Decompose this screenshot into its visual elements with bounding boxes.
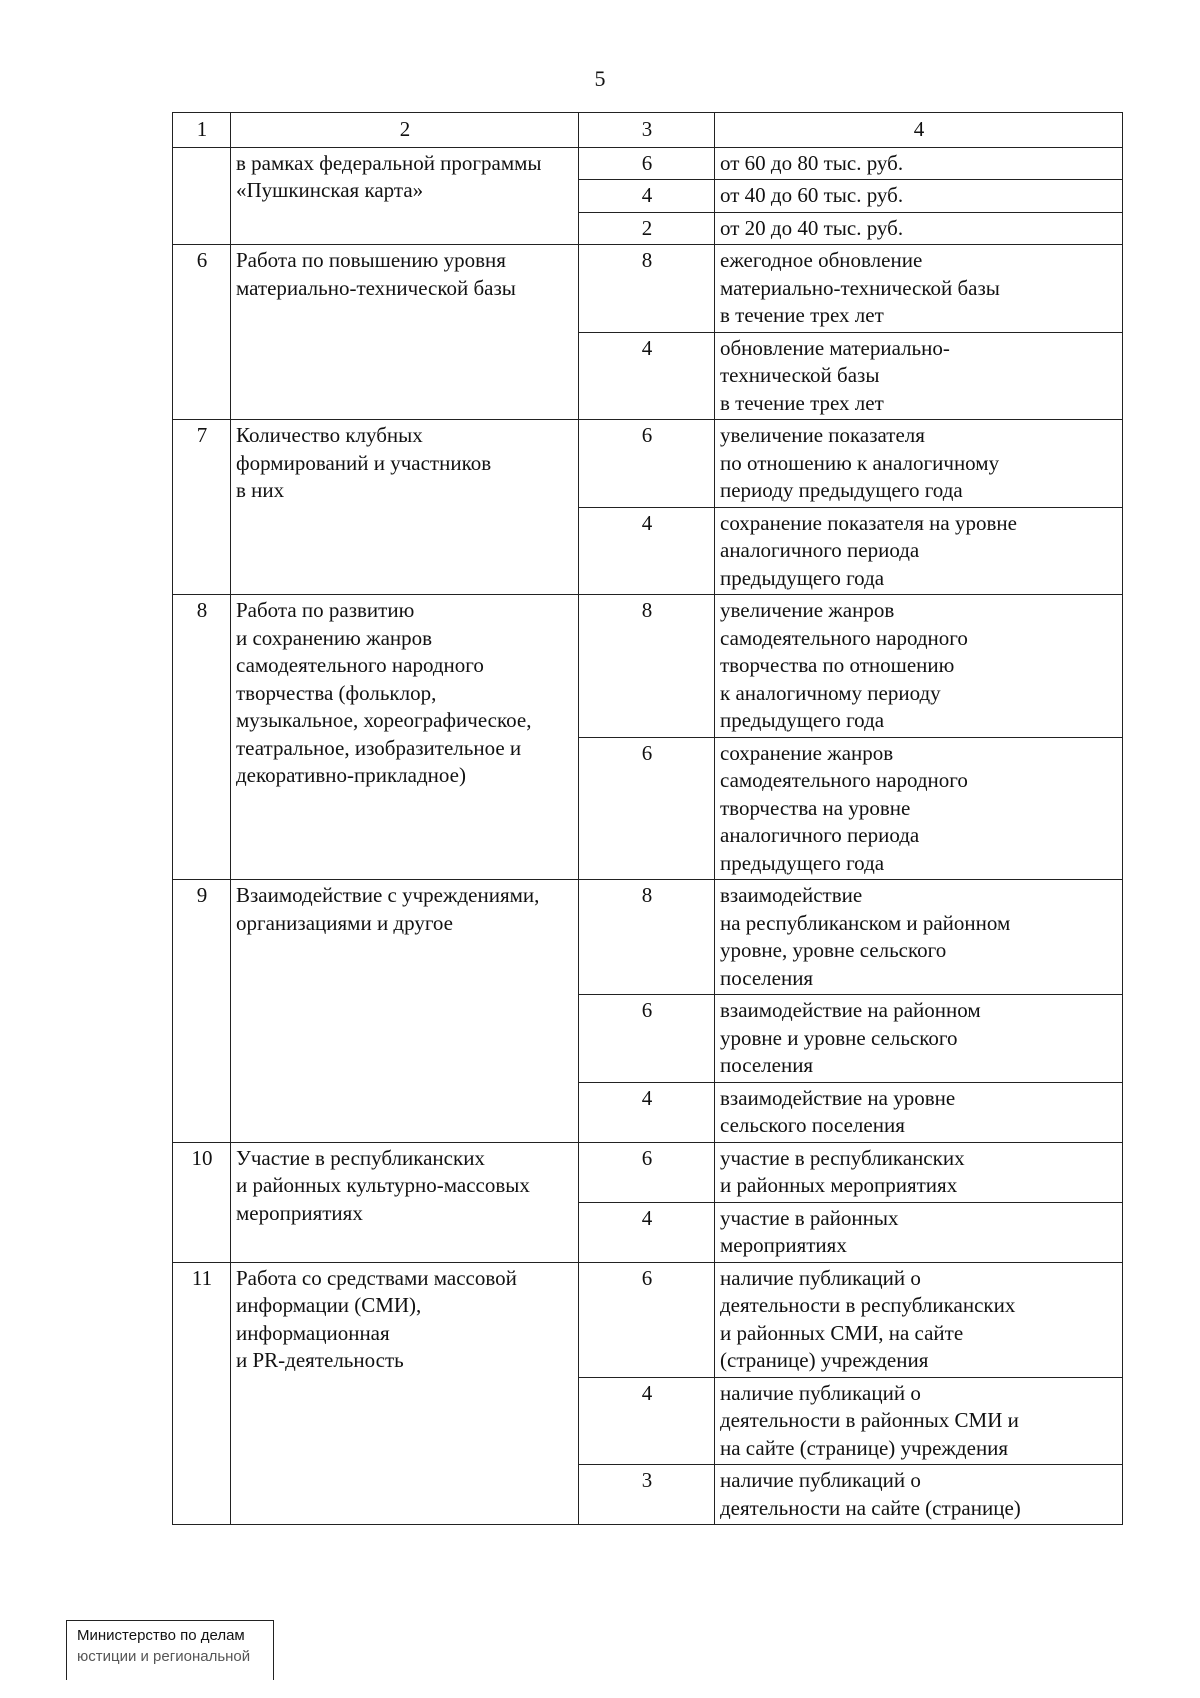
description-line: от 40 до 60 тыс. руб. [720, 183, 904, 207]
score-cell: 6 [579, 420, 715, 508]
description-line: наличие публикаций о [720, 1380, 921, 1405]
stamp-line-2: юстиции и региональной [77, 1648, 251, 1665]
description-line: сельского поселения [720, 1113, 905, 1137]
criterion-cell [231, 1262, 579, 1525]
criterion-cell [231, 420, 579, 595]
row-number-cell: 6 [173, 245, 231, 420]
score-cell: 3 [579, 1465, 715, 1525]
header-row [173, 113, 1123, 148]
criterion-line: и сохранению жанров [236, 625, 433, 650]
score-cell: 4 [579, 332, 715, 420]
description-line: и районных мероприятиях [720, 1173, 958, 1197]
criterion-line: творчества (фольклор, [236, 680, 437, 705]
criterion-line: музыкальное, хореографическое, [236, 708, 532, 732]
criterion-line: в них [236, 478, 285, 502]
criterion-line: Работа со средствами массовой [236, 1265, 517, 1290]
table-row [173, 245, 1123, 333]
description-line: самодеятельного народного [720, 625, 968, 650]
criterion-cell [231, 245, 579, 420]
description-line: обновление материально- [720, 335, 950, 360]
score-cell: 6 [579, 995, 715, 1083]
description-line: аналогичного периода [720, 823, 920, 847]
description-cell [715, 1377, 1123, 1465]
description-line: сохранение жанров [720, 740, 894, 765]
description-line: участие в республиканских [720, 1145, 965, 1170]
criterion-line: и районных культурно-массовых [236, 1173, 530, 1197]
table-row [173, 595, 1123, 738]
table-row [173, 1142, 1123, 1202]
description-line: в течение трех лет [720, 390, 884, 415]
description-line: сохранение показателя на уровне [720, 510, 1017, 535]
description-line: технической базы [720, 363, 880, 387]
description-line: и районных СМИ, на сайте [720, 1320, 964, 1345]
criterion-line: мероприятиях [236, 1200, 363, 1225]
description-line: наличие публикаций о [720, 1468, 921, 1492]
row-number-cell: 8 [173, 595, 231, 880]
description-line: увеличение жанров [720, 598, 895, 622]
criterion-line: в рамках федеральной программы [236, 150, 542, 175]
description-cell [715, 332, 1123, 420]
criterion-cell [231, 1142, 579, 1262]
description-line: предыдущего года [720, 850, 885, 875]
description-line: поселения [720, 965, 814, 990]
description-cell [715, 1262, 1123, 1377]
description-line: к аналогичному периоду [720, 680, 941, 705]
table-row [173, 1262, 1123, 1377]
description-line: от 20 до 40 тыс. руб. [720, 215, 904, 240]
description-line: (странице) учреждения [720, 1348, 929, 1372]
row-number-cell: 9 [173, 880, 231, 1143]
score-cell: 8 [579, 595, 715, 738]
table-row [173, 420, 1123, 508]
criterion-line: Участие в республиканских [236, 1145, 485, 1170]
score-cell: 6 [579, 737, 715, 880]
description-line: уровне, уровне сельского [720, 938, 947, 962]
score-cell: 4 [579, 1202, 715, 1262]
score-cell: 6 [579, 147, 715, 180]
criterion-line: информационная [236, 1320, 390, 1345]
description-line: материально-технической базы [720, 275, 1000, 300]
header-cell-3: 3 [579, 113, 715, 148]
description-line: самодеятельного народного [720, 768, 968, 792]
criterion-line: Количество клубных [236, 423, 423, 447]
description-line: взаимодействие на уровне [720, 1085, 956, 1110]
criterion-cell [231, 880, 579, 1143]
row-number-cell: 10 [173, 1142, 231, 1262]
description-line: взаимодействие [720, 883, 863, 907]
description-cell [715, 212, 1123, 245]
header-cell-2: 2 [231, 113, 579, 148]
description-cell [715, 995, 1123, 1083]
score-cell: 4 [579, 1082, 715, 1142]
criterion-cell [231, 147, 579, 245]
description-line: периоду предыдущего года [720, 478, 963, 502]
description-cell [715, 1465, 1123, 1525]
description-line: увеличение показателя [720, 423, 925, 447]
table-row [173, 147, 1123, 180]
description-line: наличие публикаций о [720, 1265, 921, 1290]
table-row [173, 880, 1123, 995]
criterion-line: Работа по развитию [236, 598, 415, 622]
description-line: на республиканском и районном [720, 910, 1011, 935]
description-cell [715, 147, 1123, 180]
description-cell [715, 245, 1123, 333]
description-line: взаимодействие на районном [720, 998, 981, 1022]
stamp-line-1: Министерство по делам [77, 1627, 245, 1644]
header-cell-1: 1 [173, 113, 231, 148]
criterion-line: материально-технической базы [236, 275, 516, 300]
criterion-line: «Пушкинская карта» [236, 178, 424, 202]
row-number-cell: 11 [173, 1262, 231, 1525]
description-line: поселения [720, 1053, 814, 1077]
description-line: деятельности в районных СМИ и [720, 1408, 1019, 1432]
score-cell: 4 [579, 507, 715, 595]
description-cell [715, 595, 1123, 738]
description-cell [715, 1202, 1123, 1262]
description-cell [715, 1142, 1123, 1202]
criteria-table [172, 112, 1123, 1525]
criterion-cell [231, 595, 579, 880]
description-line: предыдущего года [720, 708, 885, 732]
criterion-line: информации (СМИ), [236, 1293, 422, 1317]
description-line: предыдущего года [720, 565, 885, 590]
criterion-line: Взаимодействие с учреждениями, [236, 883, 540, 907]
score-cell: 6 [579, 1142, 715, 1202]
header-cell-4: 4 [715, 113, 1123, 148]
criterion-line: формирований и участников [236, 450, 492, 475]
description-line: в течение трех лет [720, 303, 884, 327]
score-cell: 8 [579, 880, 715, 995]
description-line: творчества на уровне [720, 795, 911, 820]
description-line: ежегодное обновление [720, 248, 923, 272]
table-body [173, 147, 1123, 1525]
description-cell [715, 1082, 1123, 1142]
description-line: уровне и уровне сельского [720, 1025, 958, 1050]
criterion-line: декоративно-прикладное) [236, 763, 466, 787]
criterion-line: и PR-деятельность [236, 1348, 404, 1372]
score-cell: 2 [579, 212, 715, 245]
criterion-line: Работа по повышению уровня [236, 248, 506, 272]
description-cell [715, 737, 1123, 880]
criterion-line: самодеятельного народного [236, 653, 484, 677]
description-line: участие в районных [720, 1205, 899, 1230]
description-line: деятельности в республиканских [720, 1293, 1016, 1317]
page-number: 5 [594, 66, 606, 91]
description-cell [715, 420, 1123, 508]
description-line: на сайте (странице) учреждения [720, 1435, 1009, 1460]
description-line: по отношению к аналогичному [720, 450, 1000, 475]
description-cell [715, 507, 1123, 595]
criterion-line: театральное, изобразительное и [236, 735, 522, 760]
criterion-line: организациями и другое [236, 910, 454, 935]
description-line: от 60 до 80 тыс. руб. [720, 150, 904, 175]
description-cell [715, 180, 1123, 213]
score-cell: 4 [579, 180, 715, 213]
score-cell: 4 [579, 1377, 715, 1465]
score-cell: 6 [579, 1262, 715, 1377]
description-line: творчества по отношению [720, 653, 955, 677]
row-number-cell: 7 [173, 420, 231, 595]
description-line: деятельности на сайте (странице) [720, 1495, 1021, 1520]
row-number-cell [173, 147, 231, 245]
description-line: аналогичного периода [720, 538, 920, 562]
description-cell [715, 880, 1123, 995]
score-cell: 8 [579, 245, 715, 333]
description-line: мероприятиях [720, 1233, 847, 1257]
ministry-stamp [66, 1620, 274, 1680]
